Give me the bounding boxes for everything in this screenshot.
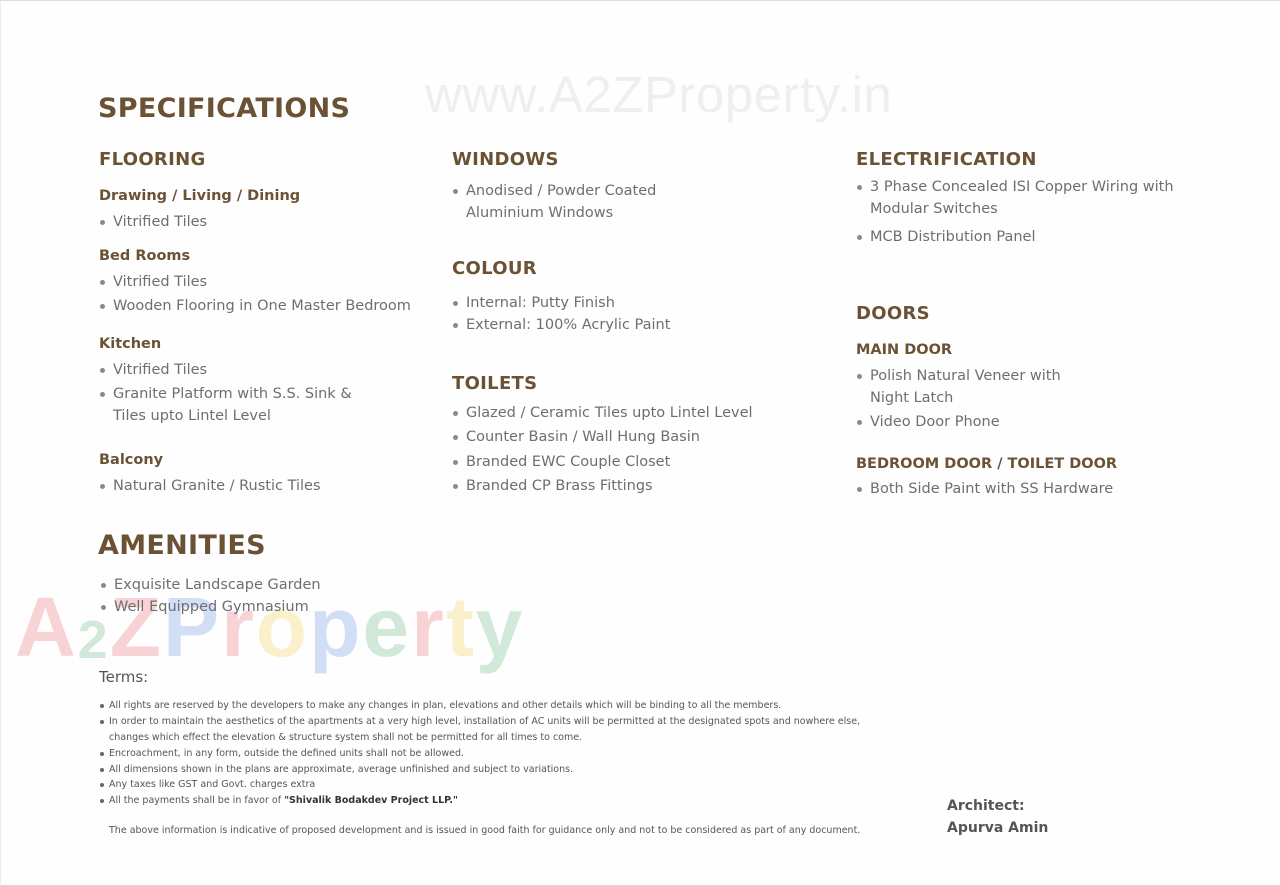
- colour-item: External: 100% Acrylic Paint: [452, 314, 670, 336]
- logo-letter: A: [15, 580, 78, 674]
- toilets-item: Branded EWC Couple Closet: [452, 451, 670, 473]
- logo-letter: r: [221, 580, 256, 674]
- main-door-item: Polish Natural Veneer with: [856, 365, 1061, 387]
- flooring-item: Natural Granite / Rustic Tiles: [99, 475, 321, 497]
- flooring-item: Vitrified Tiles: [99, 359, 207, 381]
- amenity-item: Exquisite Landscape Garden: [100, 574, 321, 596]
- disclaimer-text: The above information is indicative of proposed development and is issued in good faith for guidance only and not to be considered as part of any document.: [109, 825, 861, 836]
- electrification-item: MCB Distribution Panel: [856, 226, 1036, 248]
- amenity-item: Well Equipped Gymnasium: [100, 596, 309, 618]
- windows-heading: WINDOWS: [452, 149, 559, 170]
- term-payment-text: All the payments shall be in favor of: [109, 795, 285, 806]
- flooring-group-drawing-title: Drawing / Living / Dining: [99, 188, 301, 204]
- architect-label: Architect:: [947, 798, 1025, 814]
- logo-letter: P: [163, 580, 222, 674]
- windows-item-continuation: Aluminium Windows: [466, 205, 614, 221]
- colour-item: Internal: Putty Finish: [452, 292, 615, 314]
- term-item: All rights are reserved by the developers to make any changes in plan, elevations and other details which will be binding to all the members.: [99, 698, 781, 714]
- bedroom-toilet-door-item: Both Side Paint with SS Hardware: [856, 478, 1113, 500]
- flooring-item: Granite Platform with S.S. Sink &: [99, 383, 352, 405]
- terms-title: Terms:: [99, 668, 149, 686]
- toilets-item: Counter Basin / Wall Hung Basin: [452, 426, 700, 448]
- flooring-heading: FLOORING: [99, 149, 206, 170]
- electrification-item: 3 Phase Concealed ISI Copper Wiring with: [856, 176, 1174, 198]
- logo-letter: Z: [109, 580, 164, 674]
- term-item: All dimensions shown in the plans are approximate, average unfinished and subject to variations.: [99, 762, 573, 778]
- term-item-continuation: changes which effect the elevation & structure system shall not be permitted for all times to come.: [109, 732, 583, 743]
- toilets-heading: TOILETS: [452, 373, 538, 394]
- logo-letter: o: [255, 580, 310, 674]
- flooring-item-continuation: Tiles upto Lintel Level: [113, 408, 271, 424]
- term-item: In order to maintain the aesthetics of the apartments at a very high level, installation of AC units will be permitted at the designated spots and nowhere else,: [99, 714, 860, 730]
- flooring-group-bedrooms-title: Bed Rooms: [99, 248, 191, 264]
- flooring-group-balcony-title: Balcony: [99, 452, 164, 468]
- flooring-group-kitchen-title: Kitchen: [99, 336, 162, 352]
- main-door-title: MAIN DOOR: [856, 342, 953, 358]
- toilets-item: Glazed / Ceramic Tiles upto Lintel Level: [452, 402, 753, 424]
- term-item: Any taxes like GST and Govt. charges extra: [99, 777, 315, 793]
- main-door-item-continuation: Night Latch: [870, 390, 954, 406]
- architect-name: Apurva Amin: [947, 820, 1049, 836]
- specifications-title: SPECIFICATIONS: [98, 93, 351, 124]
- payee-name: "Shivalik Bodakdev Project LLP.": [284, 795, 458, 806]
- main-door-item: Video Door Phone: [856, 411, 1000, 433]
- flooring-item: Wooden Flooring in One Master Bedroom: [99, 295, 411, 317]
- logo-letter: r: [411, 580, 446, 674]
- logo-letter: p: [309, 580, 363, 674]
- logo-letter: y: [475, 580, 525, 674]
- term-item: Encroachment, in any form, outside the defined units shall not be allowed.: [99, 746, 464, 762]
- bedroom-toilet-door-title: BEDROOM DOOR / TOILET DOOR: [856, 456, 1118, 472]
- toilets-item: Branded CP Brass Fittings: [452, 475, 653, 497]
- logo-letter: 2: [77, 610, 110, 670]
- electrification-item-continuation: Modular Switches: [870, 201, 998, 217]
- colour-heading: COLOUR: [452, 258, 537, 279]
- windows-item: Anodised / Powder Coated: [452, 180, 656, 202]
- flooring-item: Vitrified Tiles: [99, 211, 207, 233]
- flooring-item: Vitrified Tiles: [99, 271, 207, 293]
- logo-letter: t: [445, 580, 476, 674]
- doors-heading: DOORS: [856, 303, 930, 324]
- logo-letter: e: [362, 580, 412, 674]
- url-watermark: www.A2ZProperty.in: [425, 66, 893, 123]
- electrification-heading: ELECTRIFICATION: [856, 149, 1037, 170]
- amenities-title: AMENITIES: [98, 530, 266, 561]
- term-item-payment: [99, 793, 458, 809]
